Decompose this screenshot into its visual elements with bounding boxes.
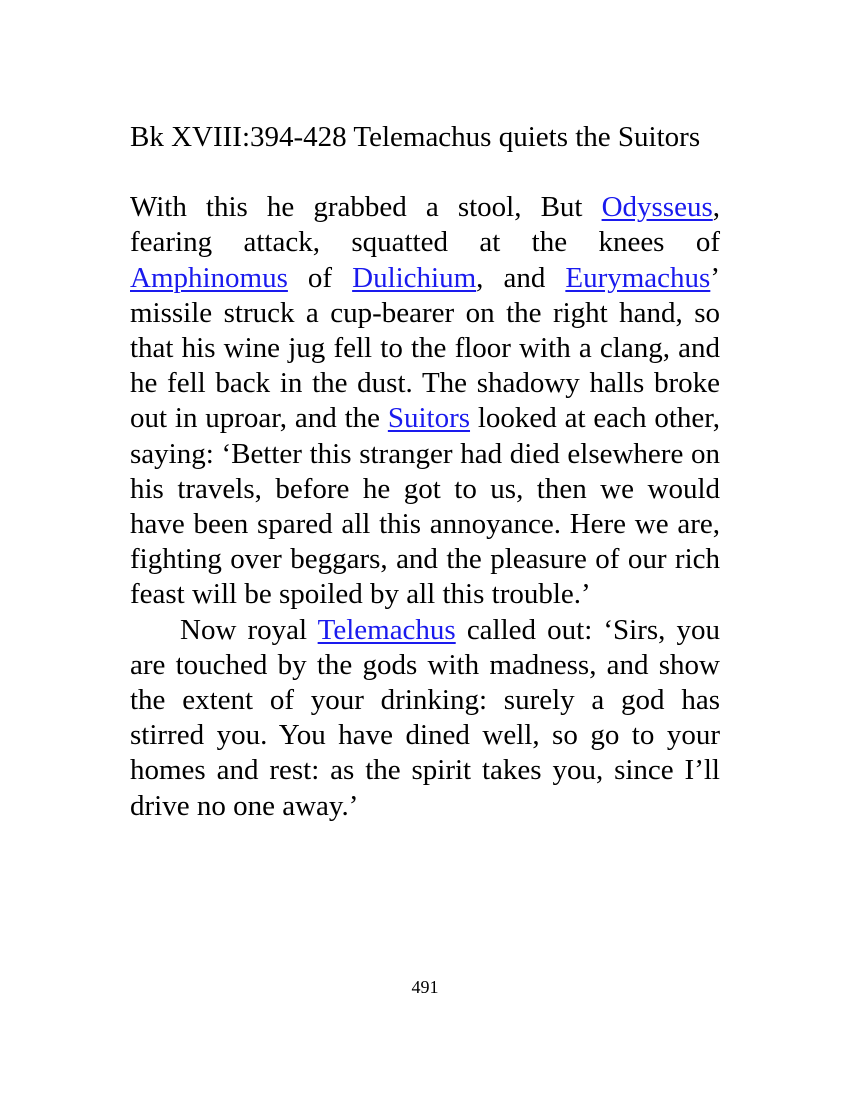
link-eurymachus[interactable]: Eurymachus bbox=[565, 261, 711, 294]
paragraph-2 bbox=[130, 613, 720, 824]
link-telemachus[interactable]: Telemachus bbox=[317, 613, 456, 646]
page-number: 491 bbox=[411, 977, 439, 997]
text-run: Now royal bbox=[180, 613, 318, 646]
text-run: , and bbox=[476, 261, 566, 294]
paragraph-1 bbox=[130, 190, 720, 612]
link-amphinomus[interactable]: Amphinomus bbox=[130, 261, 288, 294]
text-run: of bbox=[287, 261, 353, 294]
text-run: called out: ‘Sirs, you are touched by the gods with madness, and show the extent of your drinking: surely a god has stirred you. You have dined well, so go to your homes and rest: as the spirit takes you, since I’ll drive no one away.’ bbox=[130, 613, 720, 822]
link-suitors[interactable]: Suitors bbox=[387, 402, 471, 435]
link-odysseus[interactable]: Odysseus bbox=[601, 191, 713, 224]
text-run: looked at each other, saying: ‘Better this stranger had died elsewhere on his travels, before he got to us, then we would have been spared all this annoyance. Here we are, fighting over beggars, and the pleasure of our rich feast will be spoiled by all this trouble.’ bbox=[130, 402, 720, 611]
link-dulichium[interactable]: Dulichium bbox=[352, 261, 477, 294]
spacer bbox=[130, 155, 720, 190]
page-body bbox=[130, 120, 720, 824]
text-run: With this he grabbed a stool, But bbox=[130, 191, 602, 224]
section-heading: Bk XVIII:394-428 Telemachus quiets the Suitors bbox=[130, 121, 701, 153]
text-run: , fearing attack, squatted at the knees of bbox=[130, 191, 720, 259]
text-run: ’ missile struck a cup-bearer on the right hand, so that his wine jug fell to the floor with a clang, and he fell back in the dust. The shadowy halls broke out in uproar, and the bbox=[130, 261, 720, 435]
